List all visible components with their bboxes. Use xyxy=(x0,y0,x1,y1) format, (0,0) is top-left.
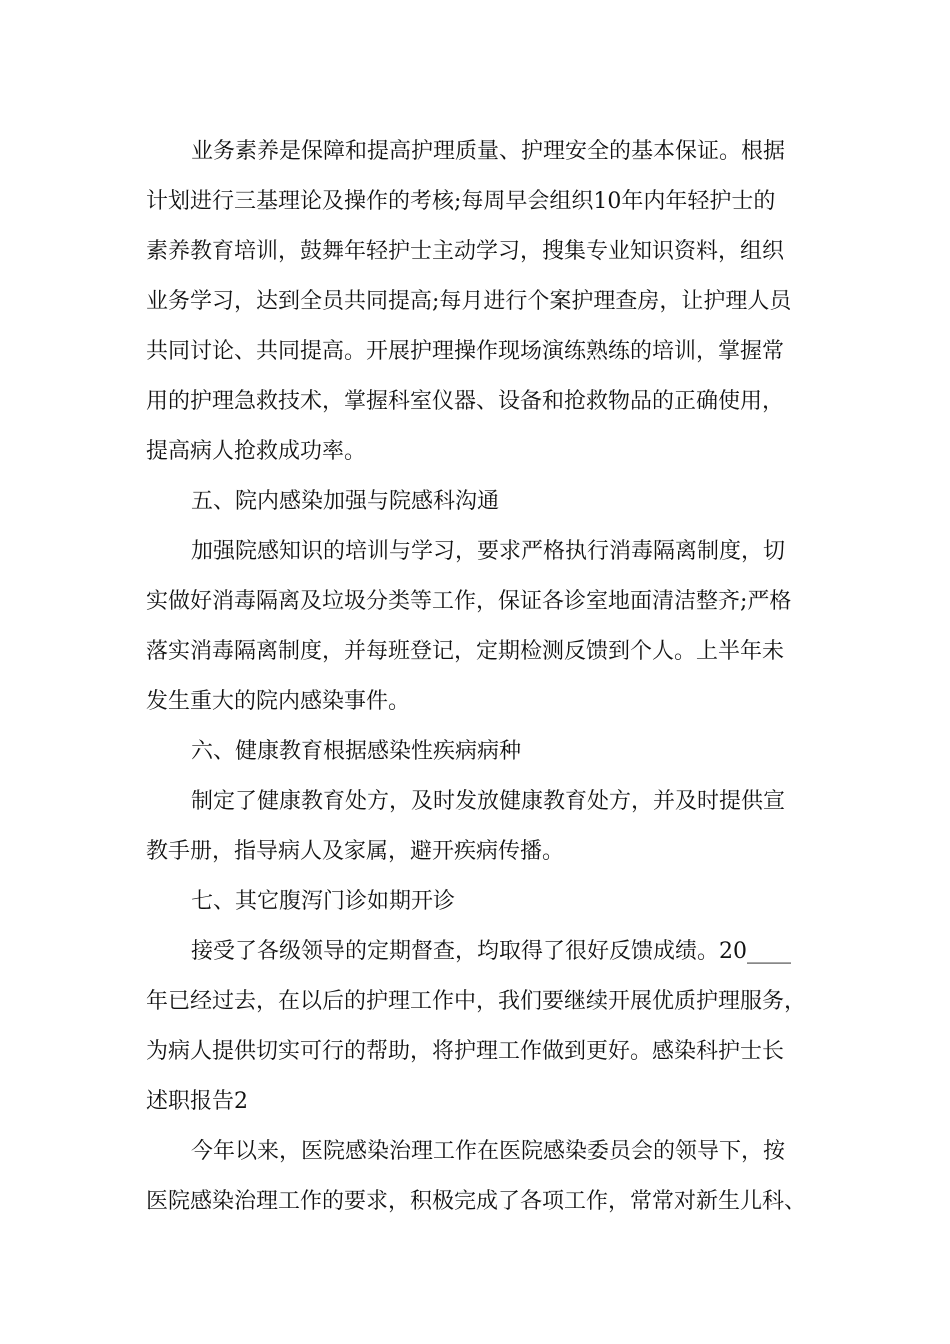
paragraph-line: 业务学习，达到全员共同提高;每月进行个案护理查房，让护理人员 xyxy=(146,289,792,314)
paragraph-line: 计划进行三基理论及操作的考核;每周早会组织10年内年轻护士的 xyxy=(146,189,776,214)
paragraph-line: 年已经过去，在以后的护理工作中，我们要继续开展优质护理服务， xyxy=(146,989,807,1014)
paragraph-line: 制定了健康教育处方，及时发放健康教育处方，并及时提供宣 xyxy=(191,789,786,814)
paragraph-line: 实做好消毒隔离及垃圾分类等工作，保证各诊室地面清洁整齐;严格 xyxy=(146,589,792,614)
paragraph-line: 用的护理急救技术，掌握科室仪器、设备和抢救物品的正确使用， xyxy=(146,389,785,414)
paragraph-line: 为病人提供切实可行的帮助，将护理工作做到更好。感染科护士长 xyxy=(146,1039,785,1064)
section-heading: 五、院内感染加强与院感科沟通 xyxy=(191,489,500,514)
paragraph-line: 发生重大的院内感染事件。 xyxy=(146,689,411,714)
paragraph-line: 教手册，指导病人及家属，避开疾病传播。 xyxy=(146,839,565,864)
section-heading: 六、健康教育根据感染性疾病病种 xyxy=(191,739,522,764)
paragraph-line: 共同讨论、共同提高。开展护理操作现场演练熟练的培训，掌握常 xyxy=(146,339,785,364)
paragraph-line: 医院感染治理工作的要求，积极完成了各项工作，常常对新生儿科、 xyxy=(146,1189,807,1214)
paragraph-line: 接受了各级领导的定期督查，均取得了很好反馈成绩。20____ xyxy=(191,939,791,964)
paragraph-line: 业务素养是保障和提高护理质量、护理安全的基本保证。根据 xyxy=(191,139,786,164)
section-heading: 七、其它腹泻门诊如期开诊 xyxy=(191,889,456,914)
paragraph-line: 素养教育培训，鼓舞年轻护士主动学习，搜集专业知识资料，组织 xyxy=(146,239,785,264)
paragraph-line: 今年以来，医院感染治理工作在医院感染委员会的领导下，按 xyxy=(191,1139,786,1164)
paragraph-line: 提高病人抢救成功率。 xyxy=(146,439,367,464)
report-title-line: 述职报告2 xyxy=(146,1089,248,1114)
paragraph-line: 加强院感知识的培训与学习，要求严格执行消毒隔离制度，切 xyxy=(191,539,786,564)
paragraph-line: 落实消毒隔离制度，并每班登记，定期检测反馈到个人。上半年未 xyxy=(146,639,785,664)
